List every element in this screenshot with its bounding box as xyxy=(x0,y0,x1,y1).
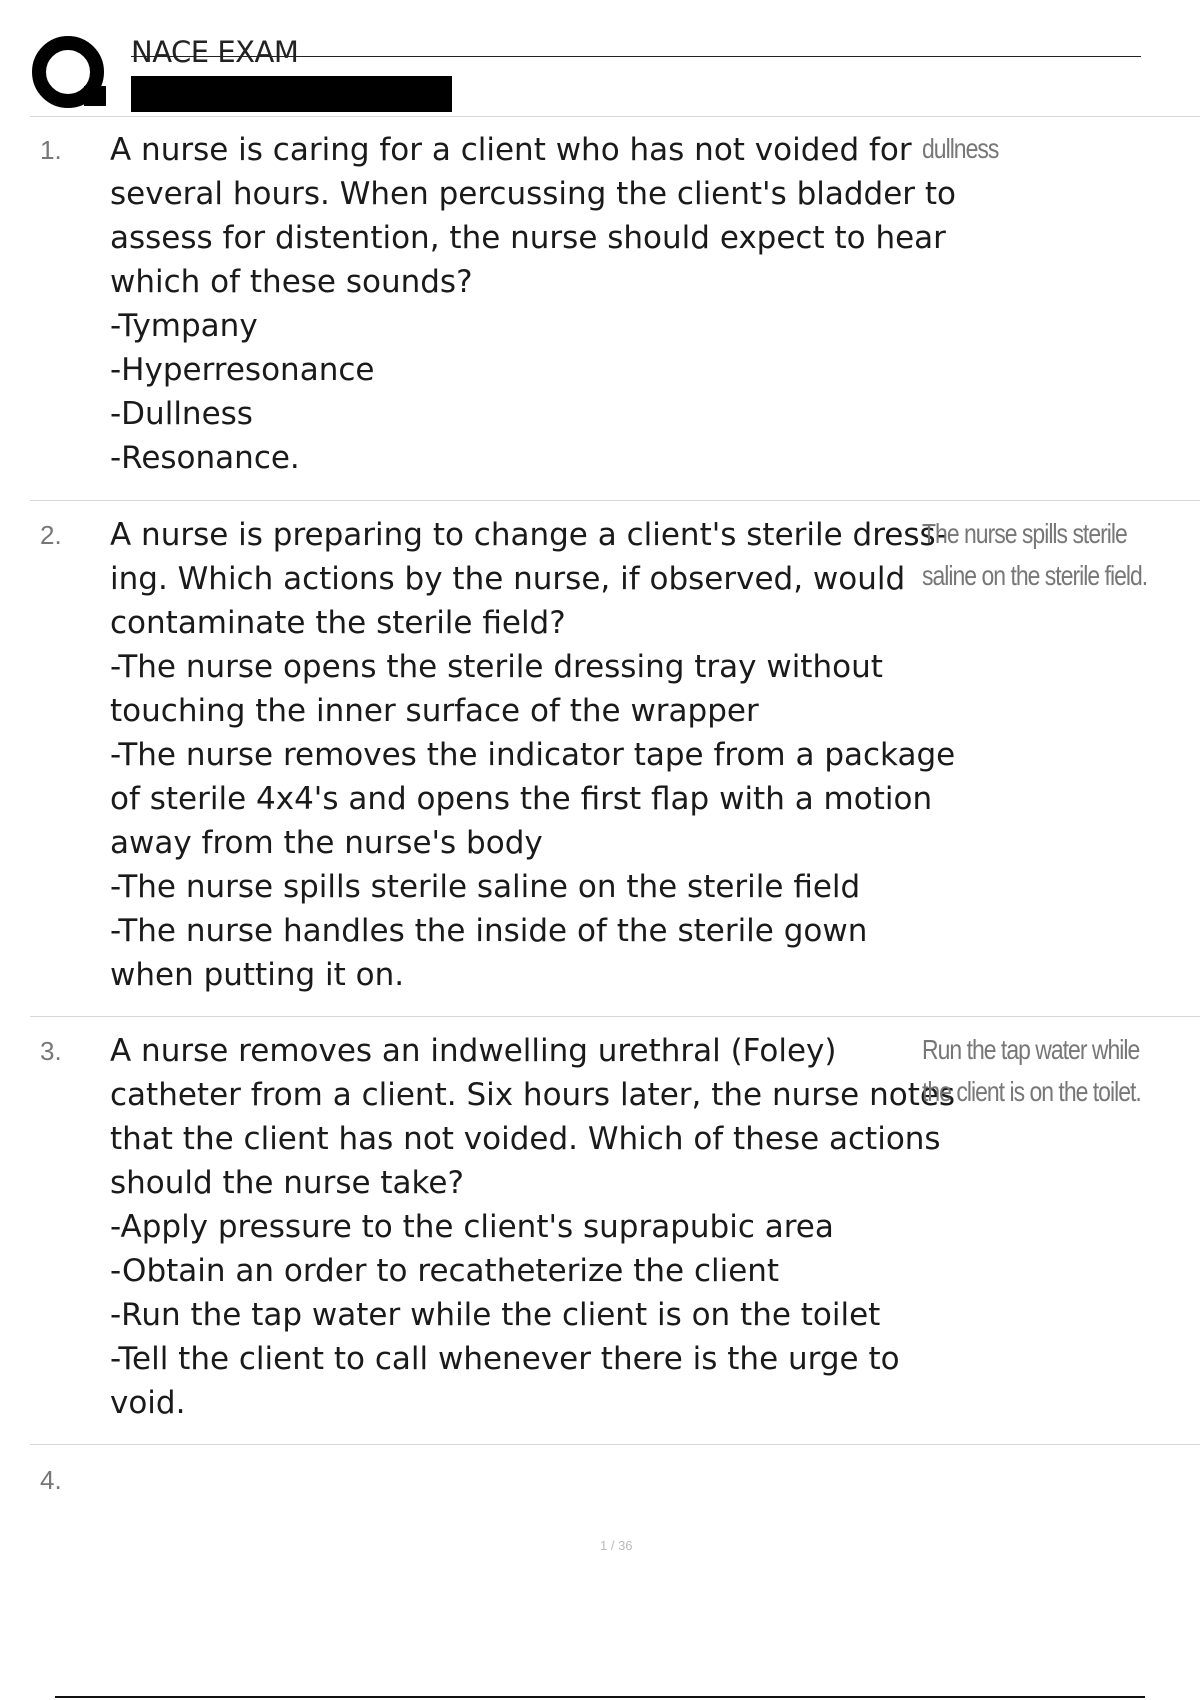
option-line: -The nurse spills sterile saline on the sterile field xyxy=(110,869,861,905)
option-line: -Dullness xyxy=(110,396,253,432)
question-number: 4. xyxy=(40,1465,62,1495)
answer-line: saline on the sterile field. xyxy=(922,560,1148,591)
answer-line: Run the tap water while xyxy=(922,1034,1140,1065)
question-divider xyxy=(30,1016,1200,1017)
option-line: of sterile 4x4's and opens the first flap with a motion xyxy=(110,781,933,817)
title-underline xyxy=(131,56,1141,57)
option-line: away from the nurse's body xyxy=(110,825,543,861)
option-line: -Obtain an order to recatheterize the client xyxy=(110,1253,780,1289)
question-line: catheter from a client. Six hours later, the nurse notes xyxy=(110,1077,956,1113)
answer-line: the client is on the toilet. xyxy=(922,1076,1141,1107)
question-text xyxy=(110,513,956,997)
option-line: -Tell the client to call whenever there is the urge to xyxy=(110,1341,900,1377)
option-line: when putting it on. xyxy=(110,957,405,993)
option-line: -The nurse removes the indicator tape from a package xyxy=(110,737,956,773)
option-line: -Hyperresonance xyxy=(110,352,375,388)
question-line: should the nurse take? xyxy=(110,1165,464,1201)
question-number: 2. xyxy=(40,520,62,550)
document-header xyxy=(0,0,1200,118)
page-indicator: 1 / 36 xyxy=(600,1538,633,1553)
option-line: -Run the tap water while the client is on the toilet xyxy=(110,1297,881,1333)
question-line: A nurse removes an indwelling urethral (Foley) xyxy=(110,1033,837,1069)
question-line: ing. Which actions by the nurse, if observed, would xyxy=(110,561,906,597)
document-title: NACE EXAM xyxy=(131,35,299,69)
question-line: that the client has not voided. Which of these actions xyxy=(110,1121,941,1157)
question-text xyxy=(110,128,957,480)
answer-text xyxy=(922,1029,1143,1113)
option-line: -Apply pressure to the client's suprapubic area xyxy=(110,1209,834,1245)
quizlet-logo-icon xyxy=(30,34,110,114)
option-line: -The nurse opens the sterile dressing tray without xyxy=(110,649,883,685)
question-line: assess for distention, the nurse should expect to hear xyxy=(110,220,946,256)
question-line: several hours. When percussing the client's bladder to xyxy=(110,176,957,212)
question-line: A nurse is caring for a client who has not voided for xyxy=(110,132,912,168)
question-line: contaminate the sterile field? xyxy=(110,605,566,641)
option-line: -The nurse handles the inside of the sterile gown xyxy=(110,913,868,949)
question-number: 3. xyxy=(40,1036,62,1066)
question-divider xyxy=(30,500,1200,501)
question-number: 1. xyxy=(40,135,62,165)
redacted-block xyxy=(131,76,452,112)
question-text xyxy=(110,1029,956,1425)
option-line: void. xyxy=(110,1385,186,1421)
answer-line: dullness xyxy=(922,133,999,164)
question-divider xyxy=(30,1444,1200,1445)
option-line: -Tympany xyxy=(110,308,258,344)
option-line: -Resonance. xyxy=(110,440,300,476)
answer-line: The nurse spills sterile xyxy=(922,518,1127,549)
answer-text xyxy=(922,513,1148,597)
option-line: touching the inner surface of the wrapper xyxy=(110,693,759,729)
footer-divider xyxy=(55,1696,1145,1698)
header-divider xyxy=(30,116,1200,117)
question-line: which of these sounds? xyxy=(110,264,473,300)
question-line: A nurse is preparing to change a client's sterile dress- xyxy=(110,517,947,553)
answer-text xyxy=(922,128,1143,170)
